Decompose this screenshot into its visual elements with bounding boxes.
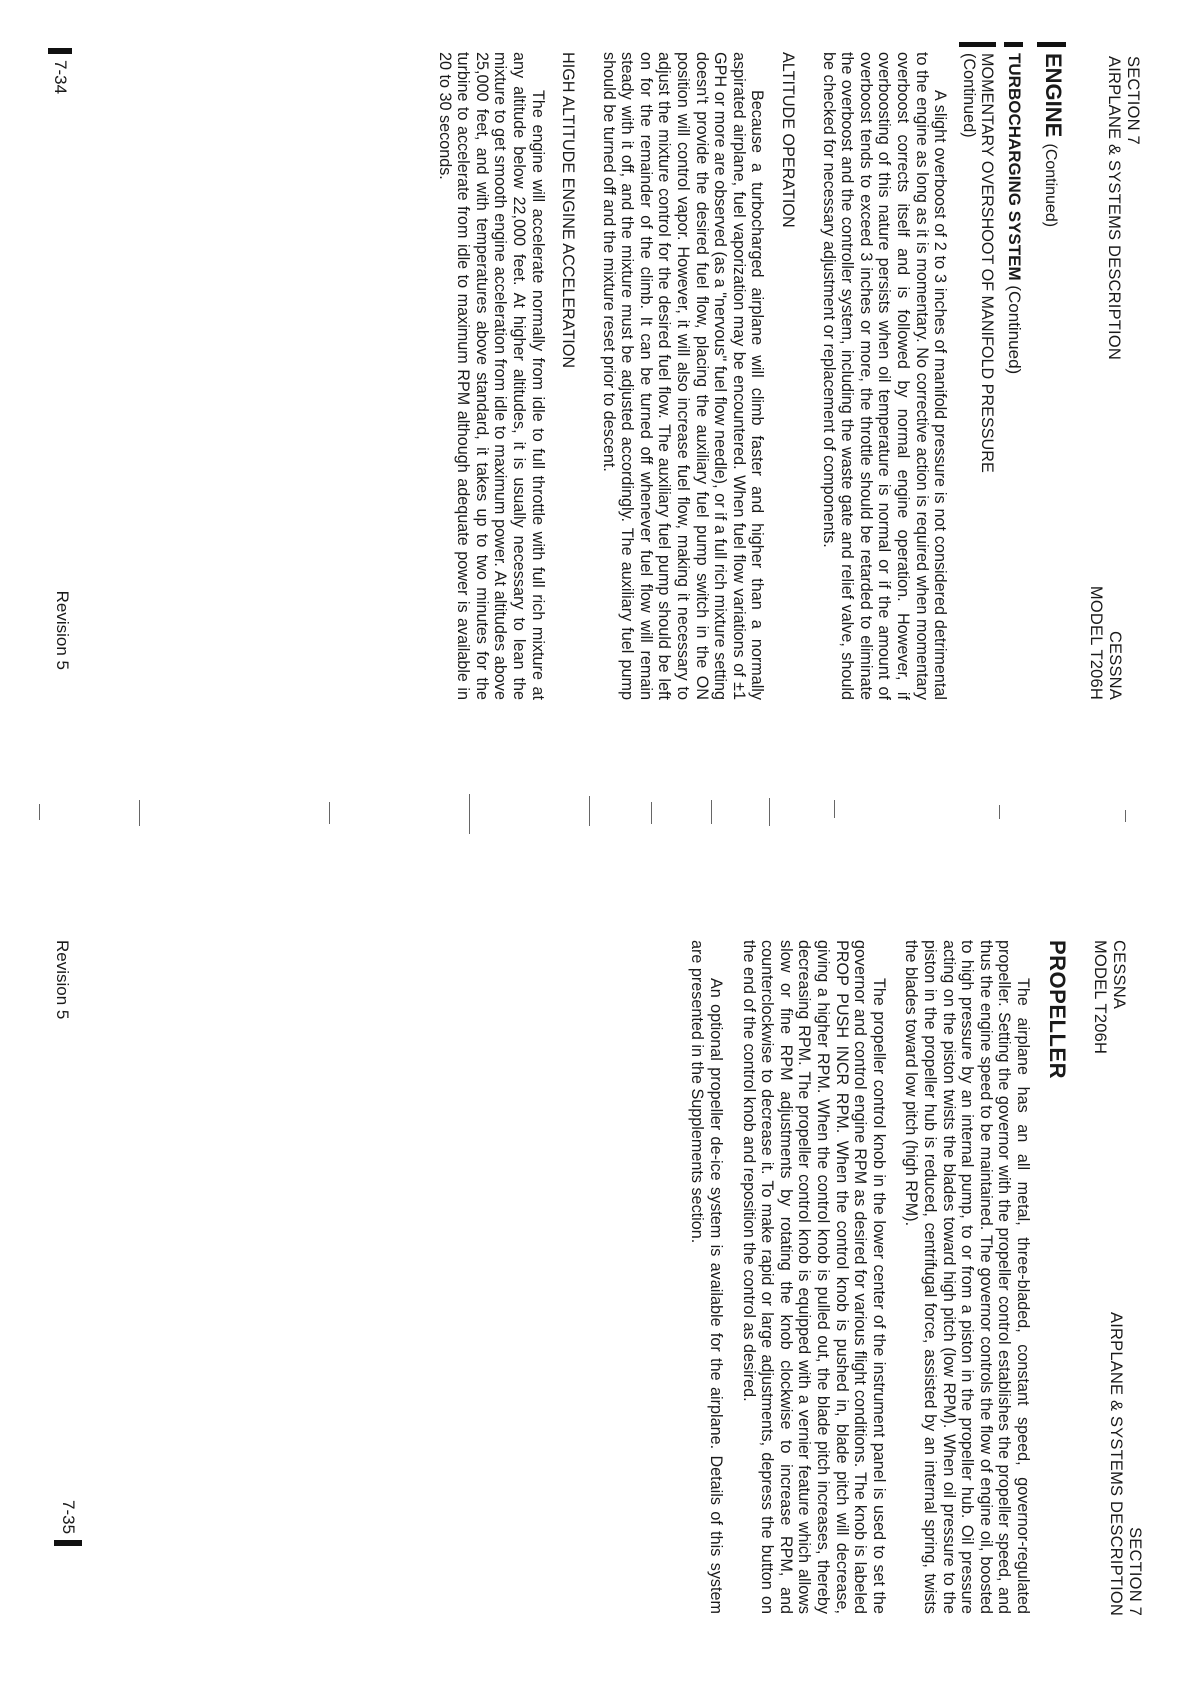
scan-artifact-line (651, 802, 652, 824)
header-section: SECTION 7 (1126, 1527, 1144, 1616)
scan-artifact-line (469, 794, 470, 834)
scan-artifact-line (711, 800, 712, 824)
engine-continued: (Continued) (1042, 143, 1059, 228)
propeller-paragraph-1: The airplane has an all metal, three-bladed, constant speed, governor-regulated propeller. Setting the governor with the propeller control establishes the propeller speed, and thus the engine speed to be maintained. The governor controls the flow of engine oil, boosted to high pressure by an internal pump, to or from a piston in the propeller hub. Oil pressure acting on the piston twists the blades toward high pitch (low RPM). When oil pressure to the piston in the propeller hub is reduced, centrifugal force, assisted by an internal spring, twists the blades toward low pitch (high RPM). (902, 940, 1032, 1614)
altitude-paragraph: Because a turbocharged airplane will climb faster and higher than a normally aspirated airplane, fuel vaporization may be encountered. When fuel flow variations of ±1 GPH or more are observed (as a "nervous" fuel flow needle), or if a full rich mixture setting doesn't provide the desired fuel flow, placing the auxiliary fuel pump switch in the ON position will control vapor. However, it will also increase fuel flow, making it necessary to adjust the mixture control for the desired fuel flow. The auxiliary fuel pump should be left on for the remainder of the climb. It can be turned off whenever fuel flow will remain steady with it off, and the mixture must be adjusted accordingly. The auxiliary fuel pump should be turned off and the mixture reset prior to descent. (599, 52, 767, 700)
engine-heading: ENGINE (Continued) (1037, 42, 1066, 700)
scan-artifact-line (139, 800, 140, 826)
scan-artifact-line (329, 802, 330, 824)
scan-artifact-line (769, 798, 770, 826)
scan-artifact-line (39, 804, 40, 820)
header-section-block (1104, 56, 1142, 360)
scan-artifact-line (1125, 810, 1126, 822)
header-model-block (1090, 940, 1128, 1054)
propeller-paragraph-2: The propeller control knob in the lower center of the instrument panel is used to set the governor and control engine RPM as desired for various flight conditions. The knob is labeled PROP PUSH INCR RPM. When the control knob is pushed in, blade pitch will decrease, giving a higher RPM. When the control knob is pulled out, the blade pitch increases, thereby decreasing RPM. The propeller control knob is equipped with a vernier feature which allows slow or fine RPM adjustments by rotating the knob clockwise to increase RPM, and counterclockwise to decrease it. To make rapid or large adjustments, depress the button on the end of the control knob and reposition the control as desired. (739, 940, 888, 1614)
header-brand: CESSNA (1106, 630, 1124, 700)
page-number: 7-34 (48, 48, 72, 94)
overboost-paragraph: A slight overboost of 2 to 3 inches of manifold pressure is not considered detrimental to the engine as long as it is momentary. No corrective action is required when momentary overboost corrects itself and is followed by normal engine operation. However, if overboosting of this nature persists when oil temperature is normal or if the amount of overboost tends to exceed 3 inches or more, the throttle should be retarded to eliminate the overboost and the controller system, including the waste gate and relief valve, should be checked for necessary adjustment or replacement of components. (819, 52, 950, 700)
scan-artifact-line (834, 800, 835, 818)
turbocharging-continued: (Continued) (1005, 285, 1024, 375)
revision-label: Revision 5 (53, 940, 72, 1020)
right-content (674, 940, 1070, 1614)
scan-artifact-line (999, 805, 1000, 819)
left-content (421, 52, 1066, 700)
scan-artifact-line (589, 796, 590, 826)
altitude-operation-heading: ALTITUDE OPERATION (779, 52, 798, 228)
turbocharging-heading: TURBOCHARGING SYSTEM (Continued) (1004, 42, 1023, 700)
header-title: AIRPLANE & SYSTEMS DESCRIPTION (1105, 56, 1123, 360)
acceleration-paragraph: The engine will accelerate normally from idle to full throttle with full rich mixture at any altitude below 22,000 feet. At higher altitudes, it is usually necessary to lean the mixture to get smooth engine acceleration from idle to maximum power. At altitudes above 25,000 feet, and with temperatures above standard, it takes up to two minutes for the turbine to accelerate from idle to maximum RPM although adequate power is available in 20 to 30 seconds. (435, 52, 547, 700)
header-model: MODEL T206H (1091, 940, 1109, 1055)
overshoot-continued: (Continued) (959, 53, 978, 138)
acceleration-heading: HIGH ALTITUDE ENGINE ACCELERATION (559, 52, 578, 369)
header-model: MODEL T206H (1087, 585, 1105, 700)
header-section-block (1106, 1210, 1144, 1616)
header-brand: CESSNA (1110, 940, 1128, 1010)
page-7-34 (0, 0, 1190, 800)
header-section: SECTION 7 (1124, 56, 1142, 145)
page-number: 7-35 (54, 1500, 82, 1546)
propeller-paragraph-3: An optional propeller de-ice system is available for the airplane. Details of this system are presented in the Supplements section. (688, 940, 726, 1614)
overshoot-heading: MOMENTARY OVERSHOOT OF MANIFOLD PRESSURE (Continued) (959, 42, 996, 700)
propeller-heading: PROPELLER (1045, 940, 1070, 1079)
header-model-block (1086, 540, 1124, 700)
page-7-35 (0, 860, 1190, 1683)
revision-label: Revision 5 (53, 590, 72, 670)
header-title: AIRPLANE & SYSTEMS DESCRIPTION (1107, 1312, 1125, 1616)
